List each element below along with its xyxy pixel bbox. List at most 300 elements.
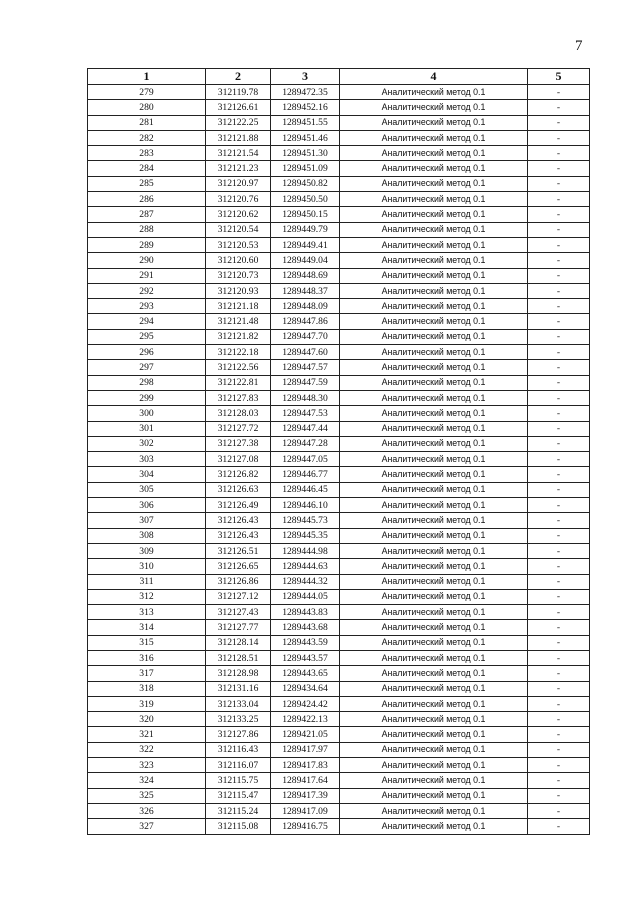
cell-method: Аналитический метод 0.1: [340, 666, 528, 681]
cell-y: 1289451.46: [271, 130, 340, 145]
cell-x: 312126.86: [206, 574, 271, 589]
cell-point-number: 281: [88, 115, 206, 130]
table-row: [88, 130, 590, 145]
table-row: [88, 176, 590, 191]
cell-y: 1289447.57: [271, 360, 340, 375]
cell-note: -: [528, 574, 590, 589]
cell-point-number: 326: [88, 803, 206, 818]
cell-point-number: 313: [88, 605, 206, 620]
table-row: [88, 299, 590, 314]
cell-note: -: [528, 620, 590, 635]
cell-y: 1289451.09: [271, 161, 340, 176]
table-row: [88, 559, 590, 574]
cell-y: 1289443.83: [271, 605, 340, 620]
table-row: [88, 773, 590, 788]
cell-y: 1289447.53: [271, 406, 340, 421]
cell-method: Аналитический метод 0.1: [340, 819, 528, 834]
table-row: [88, 375, 590, 390]
cell-note: -: [528, 253, 590, 268]
cell-method: Аналитический метод 0.1: [340, 742, 528, 757]
cell-x: 312131.16: [206, 681, 271, 696]
cell-point-number: 296: [88, 345, 206, 360]
cell-method: Аналитический метод 0.1: [340, 498, 528, 513]
cell-point-number: 289: [88, 237, 206, 252]
cell-y: 1289452.16: [271, 100, 340, 115]
table-row: [88, 207, 590, 222]
cell-x: 312126.43: [206, 513, 271, 528]
cell-y: 1289443.57: [271, 650, 340, 665]
cell-x: 312115.08: [206, 819, 271, 834]
cell-method: Аналитический метод 0.1: [340, 650, 528, 665]
cell-y: 1289417.97: [271, 742, 340, 757]
cell-x: 312128.51: [206, 650, 271, 665]
cell-note: -: [528, 650, 590, 665]
cell-method: Аналитический метод 0.1: [340, 283, 528, 298]
cell-note: -: [528, 237, 590, 252]
cell-point-number: 309: [88, 543, 206, 558]
cell-point-number: 301: [88, 421, 206, 436]
cell-y: 1289416.75: [271, 819, 340, 834]
cell-point-number: 302: [88, 436, 206, 451]
cell-note: -: [528, 345, 590, 360]
cell-method: Аналитический метод 0.1: [340, 513, 528, 528]
cell-x: 312115.47: [206, 788, 271, 803]
cell-y: 1289417.64: [271, 773, 340, 788]
cell-y: 1289450.15: [271, 207, 340, 222]
cell-point-number: 323: [88, 758, 206, 773]
cell-x: 312115.75: [206, 773, 271, 788]
table-row: [88, 758, 590, 773]
cell-note: -: [528, 192, 590, 207]
cell-note: -: [528, 773, 590, 788]
cell-y: 1289445.35: [271, 528, 340, 543]
cell-note: -: [528, 681, 590, 696]
cell-x: 312120.53: [206, 237, 271, 252]
cell-method: Аналитический метод 0.1: [340, 161, 528, 176]
cell-note: -: [528, 100, 590, 115]
cell-x: 312126.49: [206, 498, 271, 513]
table-row: [88, 283, 590, 298]
cell-note: -: [528, 543, 590, 558]
cell-method: Аналитический метод 0.1: [340, 406, 528, 421]
cell-note: -: [528, 788, 590, 803]
table-row: [88, 253, 590, 268]
cell-y: 1289447.28: [271, 436, 340, 451]
cell-point-number: 279: [88, 85, 206, 100]
cell-x: 312120.73: [206, 268, 271, 283]
table-row: [88, 513, 590, 528]
cell-method: Аналитический метод 0.1: [340, 605, 528, 620]
cell-y: 1289449.79: [271, 222, 340, 237]
cell-x: 312122.25: [206, 115, 271, 130]
cell-y: 1289447.44: [271, 421, 340, 436]
table-row: [88, 406, 590, 421]
cell-note: -: [528, 329, 590, 344]
cell-x: 312121.54: [206, 146, 271, 161]
cell-method: Аналитический метод 0.1: [340, 635, 528, 650]
table-row: [88, 681, 590, 696]
cell-note: -: [528, 727, 590, 742]
cell-point-number: 306: [88, 498, 206, 513]
cell-method: Аналитический метод 0.1: [340, 543, 528, 558]
cell-x: 312120.62: [206, 207, 271, 222]
cell-method: Аналитический метод 0.1: [340, 207, 528, 222]
cell-point-number: 312: [88, 589, 206, 604]
cell-y: 1289447.70: [271, 329, 340, 344]
table-row: [88, 803, 590, 818]
table-row: [88, 146, 590, 161]
cell-y: 1289443.68: [271, 620, 340, 635]
cell-y: 1289443.65: [271, 666, 340, 681]
cell-x: 312127.83: [206, 390, 271, 405]
cell-note: -: [528, 819, 590, 834]
table-row: [88, 788, 590, 803]
cell-method: Аналитический метод 0.1: [340, 115, 528, 130]
cell-y: 1289447.05: [271, 452, 340, 467]
cell-x: 312126.65: [206, 559, 271, 574]
cell-method: Аналитический метод 0.1: [340, 237, 528, 252]
cell-y: 1289444.05: [271, 589, 340, 604]
cell-x: 312127.08: [206, 452, 271, 467]
cell-point-number: 327: [88, 819, 206, 834]
cell-point-number: 304: [88, 467, 206, 482]
cell-point-number: 310: [88, 559, 206, 574]
cell-point-number: 290: [88, 253, 206, 268]
cell-y: 1289449.04: [271, 253, 340, 268]
cell-note: -: [528, 803, 590, 818]
cell-note: -: [528, 742, 590, 757]
cell-y: 1289446.45: [271, 482, 340, 497]
cell-x: 312120.60: [206, 253, 271, 268]
cell-point-number: 320: [88, 712, 206, 727]
table-row: [88, 650, 590, 665]
cell-method: Аналитический метод 0.1: [340, 727, 528, 742]
cell-y: 1289446.10: [271, 498, 340, 513]
cell-x: 312128.03: [206, 406, 271, 421]
table-row: [88, 268, 590, 283]
cell-point-number: 303: [88, 452, 206, 467]
cell-method: Аналитический метод 0.1: [340, 589, 528, 604]
cell-note: -: [528, 146, 590, 161]
table-row: [88, 605, 590, 620]
cell-note: -: [528, 207, 590, 222]
table-row: [88, 482, 590, 497]
cell-y: 1289448.69: [271, 268, 340, 283]
table-row: [88, 742, 590, 757]
table-row: [88, 528, 590, 543]
cell-x: 312133.25: [206, 712, 271, 727]
table-row: [88, 712, 590, 727]
cell-method: Аналитический метод 0.1: [340, 360, 528, 375]
cell-note: -: [528, 589, 590, 604]
cell-note: -: [528, 130, 590, 145]
cell-method: Аналитический метод 0.1: [340, 100, 528, 115]
cell-point-number: 324: [88, 773, 206, 788]
cell-point-number: 283: [88, 146, 206, 161]
cell-method: Аналитический метод 0.1: [340, 559, 528, 574]
cell-point-number: 315: [88, 635, 206, 650]
cell-point-number: 298: [88, 375, 206, 390]
cell-x: 312121.48: [206, 314, 271, 329]
cell-x: 312127.77: [206, 620, 271, 635]
cell-note: -: [528, 712, 590, 727]
cell-y: 1289421.05: [271, 727, 340, 742]
cell-point-number: 307: [88, 513, 206, 528]
table-row: [88, 85, 590, 100]
table-row: [88, 620, 590, 635]
cell-y: 1289417.39: [271, 788, 340, 803]
table-row: [88, 421, 590, 436]
cell-method: Аналитический метод 0.1: [340, 482, 528, 497]
cell-x: 312120.93: [206, 283, 271, 298]
cell-point-number: 280: [88, 100, 206, 115]
table-row: [88, 452, 590, 467]
cell-x: 312126.43: [206, 528, 271, 543]
cell-x: 312116.43: [206, 742, 271, 757]
cell-method: Аналитический метод 0.1: [340, 803, 528, 818]
cell-method: Аналитический метод 0.1: [340, 758, 528, 773]
cell-y: 1289444.63: [271, 559, 340, 574]
cell-y: 1289446.77: [271, 467, 340, 482]
cell-point-number: 300: [88, 406, 206, 421]
table-row: [88, 635, 590, 650]
cell-point-number: 316: [88, 650, 206, 665]
cell-x: 312133.04: [206, 696, 271, 711]
cell-note: -: [528, 452, 590, 467]
cell-point-number: 286: [88, 192, 206, 207]
cell-note: -: [528, 635, 590, 650]
table-row: [88, 314, 590, 329]
cell-note: -: [528, 605, 590, 620]
cell-y: 1289443.59: [271, 635, 340, 650]
cell-point-number: 305: [88, 482, 206, 497]
cell-note: -: [528, 360, 590, 375]
cell-note: -: [528, 513, 590, 528]
cell-point-number: 325: [88, 788, 206, 803]
cell-note: -: [528, 758, 590, 773]
cell-note: -: [528, 528, 590, 543]
cell-point-number: 282: [88, 130, 206, 145]
cell-y: 1289417.83: [271, 758, 340, 773]
cell-point-number: 318: [88, 681, 206, 696]
cell-method: Аналитический метод 0.1: [340, 421, 528, 436]
cell-method: Аналитический метод 0.1: [340, 452, 528, 467]
cell-x: 312126.82: [206, 467, 271, 482]
cell-x: 312121.18: [206, 299, 271, 314]
cell-point-number: 321: [88, 727, 206, 742]
cell-point-number: 288: [88, 222, 206, 237]
cell-note: -: [528, 222, 590, 237]
cell-method: Аналитический метод 0.1: [340, 329, 528, 344]
table-header: [88, 69, 590, 85]
cell-note: -: [528, 559, 590, 574]
cell-point-number: 292: [88, 283, 206, 298]
cell-y: 1289451.30: [271, 146, 340, 161]
table-row: [88, 543, 590, 558]
cell-note: -: [528, 161, 590, 176]
table-row: [88, 161, 590, 176]
cell-x: 312128.98: [206, 666, 271, 681]
column-header-x: 2: [206, 69, 271, 85]
cell-y: 1289448.30: [271, 390, 340, 405]
cell-y: 1289444.98: [271, 543, 340, 558]
cell-note: -: [528, 421, 590, 436]
cell-method: Аналитический метод 0.1: [340, 253, 528, 268]
coordinates-table: [87, 68, 590, 835]
cell-method: Аналитический метод 0.1: [340, 268, 528, 283]
cell-method: Аналитический метод 0.1: [340, 712, 528, 727]
cell-note: -: [528, 482, 590, 497]
table-row: [88, 666, 590, 681]
cell-x: 312121.23: [206, 161, 271, 176]
cell-note: -: [528, 406, 590, 421]
cell-note: -: [528, 498, 590, 513]
column-header-note: 5: [528, 69, 590, 85]
table-row: [88, 115, 590, 130]
cell-note: -: [528, 436, 590, 451]
cell-method: Аналитический метод 0.1: [340, 130, 528, 145]
column-header-method: 4: [340, 69, 528, 85]
cell-y: 1289448.09: [271, 299, 340, 314]
table-row: [88, 345, 590, 360]
cell-point-number: 293: [88, 299, 206, 314]
cell-y: 1289451.55: [271, 115, 340, 130]
cell-note: -: [528, 696, 590, 711]
cell-method: Аналитический метод 0.1: [340, 314, 528, 329]
cell-method: Аналитический метод 0.1: [340, 176, 528, 191]
table-row: [88, 192, 590, 207]
cell-note: -: [528, 314, 590, 329]
cell-x: 312120.76: [206, 192, 271, 207]
cell-x: 312121.88: [206, 130, 271, 145]
cell-y: 1289448.37: [271, 283, 340, 298]
table-row: [88, 360, 590, 375]
cell-y: 1289444.32: [271, 574, 340, 589]
table-body: [88, 85, 590, 835]
cell-method: Аналитический метод 0.1: [340, 467, 528, 482]
cell-method: Аналитический метод 0.1: [340, 85, 528, 100]
cell-note: -: [528, 299, 590, 314]
cell-y: 1289424.42: [271, 696, 340, 711]
cell-x: 312127.38: [206, 436, 271, 451]
cell-point-number: 317: [88, 666, 206, 681]
cell-y: 1289447.86: [271, 314, 340, 329]
cell-point-number: 285: [88, 176, 206, 191]
cell-method: Аналитический метод 0.1: [340, 390, 528, 405]
cell-point-number: 284: [88, 161, 206, 176]
table-row: [88, 696, 590, 711]
cell-x: 312121.82: [206, 329, 271, 344]
cell-method: Аналитический метод 0.1: [340, 436, 528, 451]
cell-x: 312120.97: [206, 176, 271, 191]
cell-point-number: 311: [88, 574, 206, 589]
cell-method: Аналитический метод 0.1: [340, 788, 528, 803]
cell-y: 1289434.64: [271, 681, 340, 696]
cell-x: 312127.86: [206, 727, 271, 742]
cell-note: -: [528, 268, 590, 283]
cell-x: 312122.56: [206, 360, 271, 375]
cell-point-number: 322: [88, 742, 206, 757]
table-row: [88, 436, 590, 451]
cell-point-number: 319: [88, 696, 206, 711]
cell-x: 312122.81: [206, 375, 271, 390]
table-row: [88, 222, 590, 237]
cell-y: 1289445.73: [271, 513, 340, 528]
cell-y: 1289450.50: [271, 192, 340, 207]
cell-method: Аналитический метод 0.1: [340, 222, 528, 237]
cell-y: 1289472.35: [271, 85, 340, 100]
cell-y: 1289417.09: [271, 803, 340, 818]
cell-note: -: [528, 467, 590, 482]
cell-method: Аналитический метод 0.1: [340, 192, 528, 207]
table-row: [88, 819, 590, 834]
cell-y: 1289450.82: [271, 176, 340, 191]
cell-note: -: [528, 176, 590, 191]
cell-method: Аналитический метод 0.1: [340, 299, 528, 314]
cell-method: Аналитический метод 0.1: [340, 345, 528, 360]
cell-point-number: 299: [88, 390, 206, 405]
cell-x: 312120.54: [206, 222, 271, 237]
cell-method: Аналитический метод 0.1: [340, 574, 528, 589]
table-row: [88, 467, 590, 482]
cell-x: 312127.43: [206, 605, 271, 620]
cell-note: -: [528, 375, 590, 390]
cell-x: 312126.63: [206, 482, 271, 497]
table-row: [88, 589, 590, 604]
cell-point-number: 294: [88, 314, 206, 329]
cell-y: 1289449.41: [271, 237, 340, 252]
cell-point-number: 314: [88, 620, 206, 635]
cell-x: 312116.07: [206, 758, 271, 773]
cell-x: 312127.72: [206, 421, 271, 436]
cell-method: Аналитический метод 0.1: [340, 696, 528, 711]
cell-x: 312126.61: [206, 100, 271, 115]
column-header-point-number: 1: [88, 69, 206, 85]
cell-y: 1289422.13: [271, 712, 340, 727]
cell-method: Аналитический метод 0.1: [340, 620, 528, 635]
cell-method: Аналитический метод 0.1: [340, 528, 528, 543]
cell-x: 312128.14: [206, 635, 271, 650]
cell-note: -: [528, 115, 590, 130]
header-row: [88, 69, 590, 85]
cell-note: -: [528, 85, 590, 100]
table-row: [88, 329, 590, 344]
cell-point-number: 287: [88, 207, 206, 222]
table-row: [88, 727, 590, 742]
cell-x: 312126.51: [206, 543, 271, 558]
cell-point-number: 295: [88, 329, 206, 344]
cell-x: 312119.78: [206, 85, 271, 100]
cell-y: 1289447.59: [271, 375, 340, 390]
cell-method: Аналитический метод 0.1: [340, 375, 528, 390]
table-row: [88, 100, 590, 115]
cell-method: Аналитический метод 0.1: [340, 773, 528, 788]
table-row: [88, 574, 590, 589]
table-row: [88, 390, 590, 405]
table-row: [88, 237, 590, 252]
cell-point-number: 297: [88, 360, 206, 375]
cell-x: 312115.24: [206, 803, 271, 818]
cell-x: 312127.12: [206, 589, 271, 604]
cell-point-number: 291: [88, 268, 206, 283]
column-header-y: 3: [271, 69, 340, 85]
cell-note: -: [528, 283, 590, 298]
cell-note: -: [528, 390, 590, 405]
page-number: 7: [575, 38, 583, 54]
cell-method: Аналитический метод 0.1: [340, 146, 528, 161]
cell-method: Аналитический метод 0.1: [340, 681, 528, 696]
cell-note: -: [528, 666, 590, 681]
